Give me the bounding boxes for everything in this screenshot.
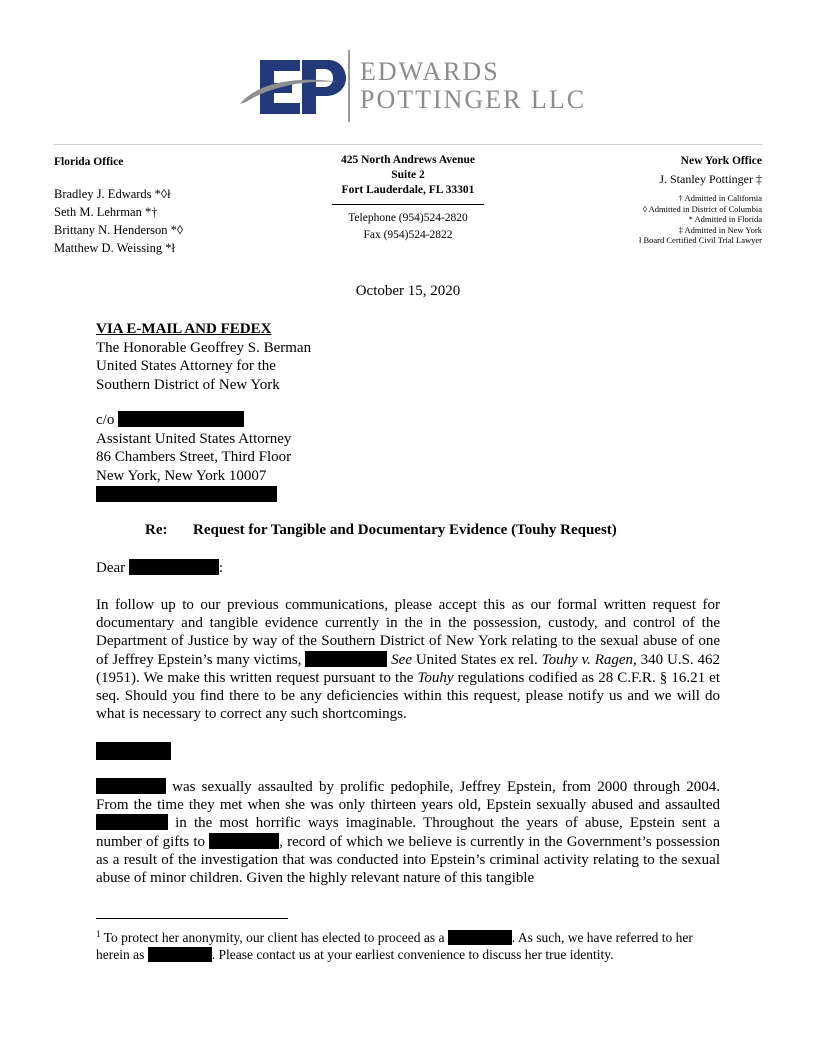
new-york-office-block (502, 153, 762, 246)
address-street: 425 North Andrews Avenue (340, 154, 476, 166)
footnote-text: . As such, we have referred to her herein as (96, 930, 693, 962)
attorney-name: J. Stanley Pottinger ‡ (659, 172, 762, 186)
paragraph-text: was sexually assaulted by prolific pedophile, Jeffrey Epstein, from 2000 through 2004. From the time they met when she was only thirteen years old, Epstein sexually abused and assaulted (96, 779, 721, 814)
delivery-method: VIA E-MAIL AND FEDEX (96, 321, 272, 337)
attorney-name: Seth M. Lehrman *† (54, 205, 158, 219)
subject-label: Re: (145, 522, 168, 538)
paragraph-text: Touhy (417, 669, 454, 686)
redacted-heading (96, 742, 171, 762)
fax: Fax (954)524-2822 (363, 229, 453, 241)
florida-office-title: Florida Office (54, 156, 124, 168)
firm-address-block (318, 153, 498, 244)
paragraph-text: See (391, 651, 412, 668)
footnote (96, 926, 720, 963)
admission-legend-item: ◊ Admitted in District of Columbia (642, 203, 762, 214)
redaction-bar (96, 814, 168, 830)
footnote-marker: 1 (96, 929, 101, 939)
recipient-block (96, 320, 311, 394)
redaction-bar (305, 651, 387, 667)
redaction-bar (96, 742, 171, 760)
paragraph-request (96, 596, 720, 723)
logo-divider (348, 50, 350, 122)
footnote-rule (96, 918, 288, 919)
paragraph-text: in the most horrific ways imaginable. Throughout the years of abuse, Epstein sent a number of gifts to (96, 815, 720, 850)
redaction-bar (118, 411, 244, 427)
admission-legend-item: † Admitted in California (678, 193, 762, 203)
care-of-line: 86 Chambers Street, Third Floor (96, 449, 292, 465)
redaction-bar (129, 559, 219, 575)
footnote-text: To protect her anonymity, our client has elected to proceed as a (103, 930, 445, 945)
redaction-bar (148, 947, 212, 962)
care-of-line: New York, New York 10007 (96, 467, 267, 484)
admission-legend-item: * Admitted in Florida (688, 214, 762, 224)
subject-line (145, 522, 617, 539)
firm-name-line2: POTTINGER LLC (360, 85, 587, 114)
attorney-name: Matthew D. Weissing *ł (54, 241, 175, 255)
letter-date: October 15, 2020 (355, 283, 461, 299)
admission-legend-item: ł Board Certified Civil Trial Lawyer (639, 235, 762, 245)
salutation-colon: : (218, 560, 224, 576)
redaction-bar (448, 930, 512, 945)
redaction-bar (209, 833, 279, 849)
footnote-text: . Please contact us at your earliest convenience to discuss her true identity. (211, 947, 614, 962)
new-york-office-title: New York Office (680, 155, 762, 167)
admission-legend-item: ‡ Admitted in New York (678, 224, 762, 235)
paragraph-text: United States ex rel. (415, 651, 538, 668)
salutation (96, 559, 223, 578)
recipient-line: Southern District of New York (96, 376, 280, 393)
header-divider (54, 144, 762, 145)
care-of-line (96, 411, 291, 430)
subject-text: Request for Tangible and Documentary Evidence (Touhy Request) (193, 522, 617, 538)
redaction-bar (96, 778, 166, 794)
paragraph-text: In follow up to our previous communications, please accept this as our formal written request for documentary and tangible evidence currently in the in the possession, custody, and control of the Department of Justice by way of the Southern District of New York relating to the sexual abuse of one of Jeffrey Epstein’s many victims, (96, 597, 720, 668)
address-suite: Suite 2 (391, 169, 425, 181)
paragraph-background (96, 778, 720, 887)
attorney-name: Brittany N. Henderson *◊ (54, 223, 184, 237)
paragraph-text: regulations codified as 28 C.F.R. § 16.21 et seq. Should you find there to be any deficiencies within this request, please notify us and we will do what is necessary to correct any such shortcomings. (96, 669, 721, 723)
salutation-word: Dear (96, 560, 126, 576)
care-of-line (96, 485, 291, 505)
telephone: Telephone (954)524-2820 (348, 212, 468, 224)
florida-office-block (54, 153, 284, 257)
attorney-name: Bradley J. Edwards *◊ł (54, 187, 171, 201)
firm-logo-icon (238, 52, 346, 122)
recipient-line: United States Attorney for the (96, 358, 276, 374)
address-city: Fort Lauderdale, FL 33301 (341, 184, 475, 196)
firm-name-line1: EDWARDS (360, 57, 500, 86)
care-of-line: Assistant United States Attorney (96, 430, 292, 447)
redaction-bar (96, 486, 277, 502)
address-rule (332, 204, 484, 205)
paragraph-text: , record of which we believe is currently in the Government’s possession as a result of the investigation that was conducted into Epstein’s criminal activity relating to the sexual abuse of minor children. Given the highly relevant nature of this tangible (96, 833, 720, 887)
paragraph-text: , 340 U.S. 462 (1951). We make this written request pursuant to the (96, 651, 720, 686)
care-of-prefix: c/o (96, 412, 115, 428)
case-citation: Touhy v. Ragen (541, 651, 634, 668)
recipient-line: The Honorable Geoffrey S. Berman (96, 339, 312, 356)
care-of-block (96, 411, 291, 505)
